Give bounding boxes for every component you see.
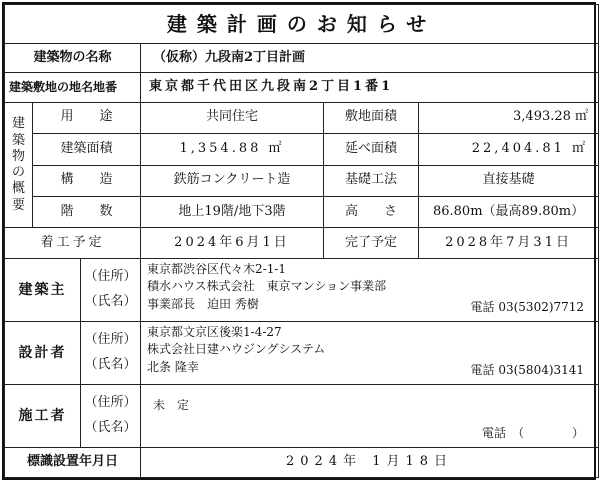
building-area-value: 1,354.88 ㎡ — [141, 134, 324, 165]
address-label: （住所） — [84, 394, 137, 410]
site-address-label: 建築敷地の地名地番 — [5, 73, 141, 102]
contractor-phone: 電話 （ ） — [482, 426, 585, 441]
designer-address: 東京都文京区後楽1-4-27 — [147, 324, 282, 339]
contractor-address-name-labels — [81, 384, 141, 447]
designer-label: 設計者 — [5, 321, 81, 384]
designer-address-name-labels — [81, 321, 141, 384]
finish-date-label: 完了予定 — [324, 228, 419, 258]
structure-label: 構 造 — [33, 165, 141, 196]
owner-phone: 電話 03(5302)7712 — [470, 300, 585, 315]
total-floor-area-label: 延べ面積 — [324, 134, 419, 165]
sign-date-label: 標識設置年月日 — [5, 447, 141, 477]
owner-representative: 事業部長 迫田 秀樹 — [147, 296, 259, 311]
contractor-info — [141, 384, 599, 447]
site-area-label: 敷地面積 — [324, 102, 419, 133]
notice-title: 建築計画のお知らせ — [5, 5, 599, 44]
foundation-label: 基礎工法 — [324, 165, 419, 196]
site-address-value: 東京都千代田区九段南2丁目1番1 — [141, 73, 599, 102]
notice-board — [2, 2, 596, 480]
designer-phone: 電話 03(5804)3141 — [470, 363, 585, 378]
owner-label: 建築主 — [5, 258, 81, 321]
height-value: 86.80m（最高89.80m） — [419, 196, 599, 227]
name-label: （氏名） — [84, 356, 137, 372]
building-name-value: （仮称）九段南2丁目計画 — [141, 44, 599, 73]
use-label: 用 途 — [33, 102, 141, 133]
finish-date-value: 2028年7月31日 — [419, 228, 599, 258]
owner-address-name-labels — [81, 258, 141, 321]
address-label: （住所） — [84, 269, 137, 285]
foundation-value: 直接基礎 — [419, 165, 599, 196]
site-area-value: 3,493.28 ㎡ — [419, 102, 599, 133]
designer-info — [141, 321, 599, 384]
notice-table — [4, 4, 599, 478]
use-value: 共同住宅 — [141, 102, 324, 133]
start-date-label: 着工予定 — [5, 228, 141, 258]
owner-company: 積水ハウス株式会社 東京マンション事業部 — [147, 279, 387, 294]
floors-value: 地上19階/地下3階 — [141, 196, 324, 227]
designer-company: 株式会社日建ハウジングシステム — [147, 342, 326, 357]
height-label: 高 さ — [324, 196, 419, 227]
building-name-label: 建築物の名称 — [5, 44, 141, 73]
building-area-label: 建築面積 — [33, 134, 141, 165]
floors-label: 階 数 — [33, 196, 141, 227]
name-label: （氏名） — [84, 293, 137, 309]
structure-value: 鉄筋コンクリート造 — [141, 165, 324, 196]
overview-label: 建 築 物 の 概 要 — [5, 102, 33, 228]
sign-date-value: 2024年 1月18日 — [141, 447, 599, 477]
owner-address: 東京都渋谷区代々木2-1-1 — [147, 261, 287, 276]
owner-info — [141, 258, 599, 321]
address-label: （住所） — [84, 331, 137, 347]
start-date-value: 2024年6月1日 — [141, 228, 324, 258]
name-label: （氏名） — [84, 419, 137, 435]
contractor-label: 施工者 — [5, 384, 81, 447]
total-floor-area-value: 22,404.81 ㎡ — [419, 134, 599, 165]
designer-representative: 北条 隆幸 — [147, 359, 199, 374]
contractor-value: 未 定 — [153, 397, 190, 412]
